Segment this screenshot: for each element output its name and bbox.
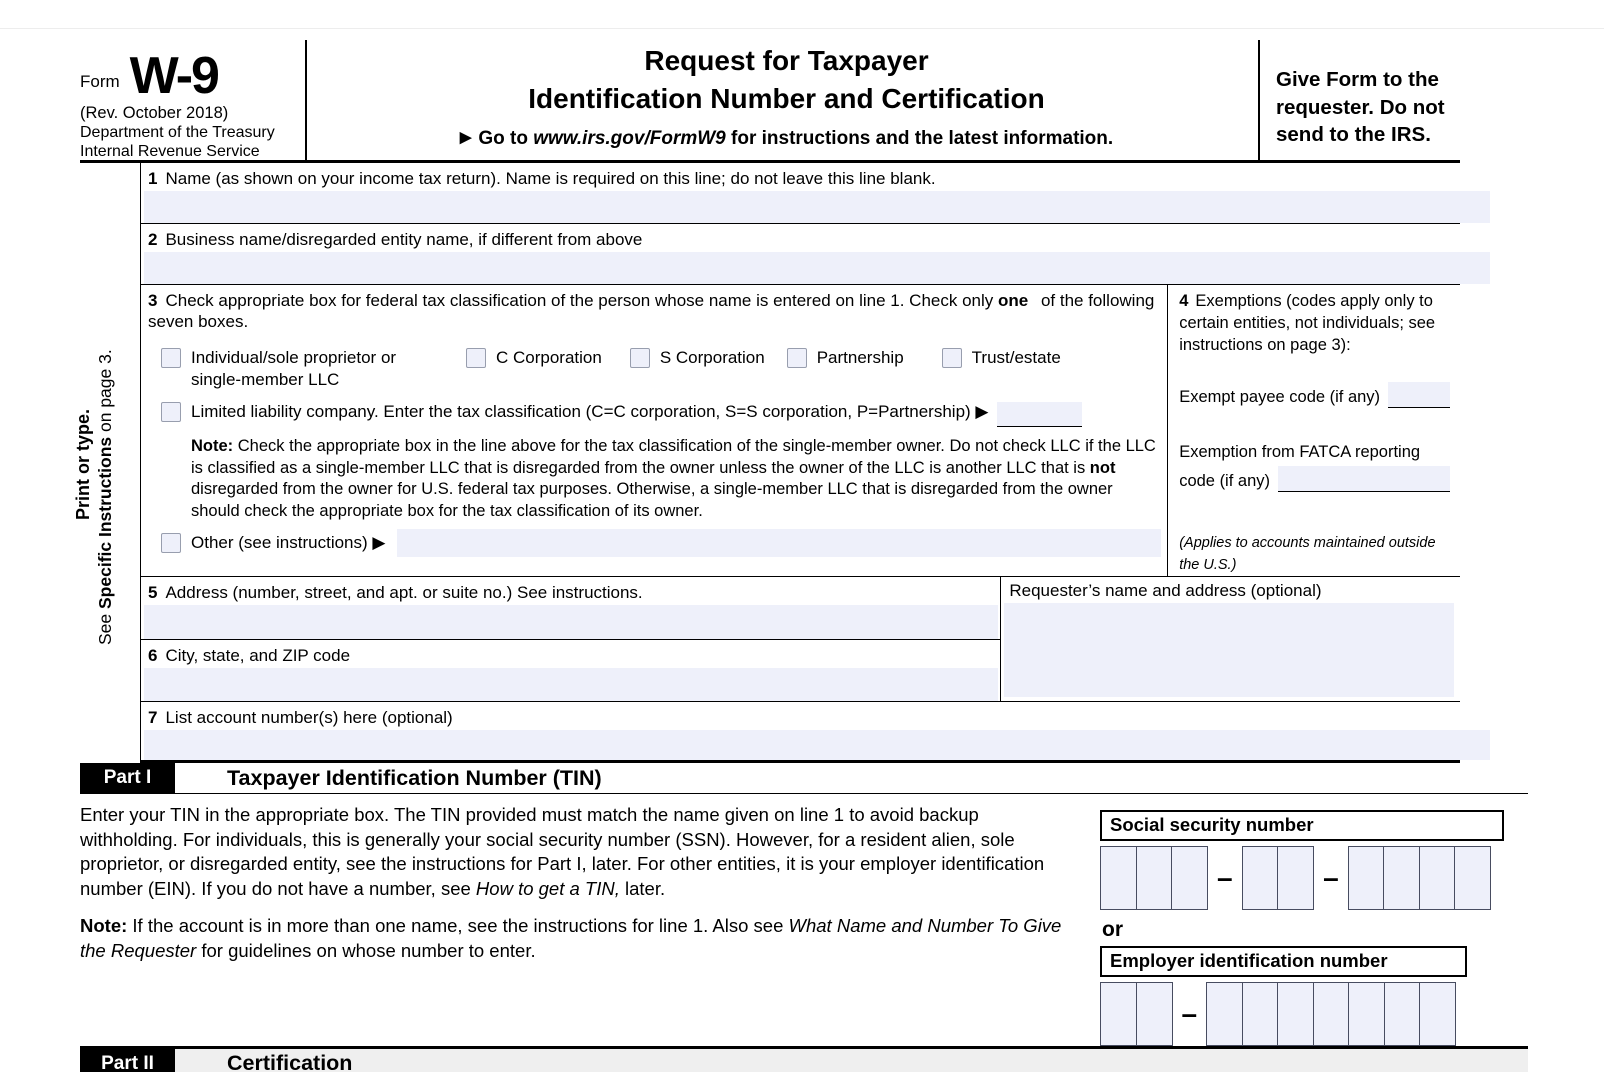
- ein-digit-cell[interactable]: [1348, 982, 1385, 1046]
- ssn-digit-cell[interactable]: [1136, 846, 1173, 910]
- classification-label: 3 Check appropriate box for federal tax classification of the person whose name is entered on line 1. Check only one of the following seven boxes.: [148, 291, 1155, 331]
- exemptions-column: [1167, 285, 1460, 576]
- requester-column: [1000, 577, 1460, 701]
- line7-number: 7: [148, 708, 158, 727]
- part2-bar: [80, 1046, 1528, 1072]
- ein-cells-row: [1100, 982, 1504, 1046]
- ssn-title-box: Social security number: [1100, 810, 1504, 841]
- agency-line: Internal Revenue Service: [80, 143, 260, 160]
- field-row-business-name: [141, 224, 1460, 285]
- classification-checkbox-row: [141, 347, 1167, 391]
- goto-suffix: for instructions and the latest information.: [725, 128, 1114, 149]
- fatca-code-row: [1179, 466, 1450, 492]
- specific-instructions-label: [94, 349, 116, 645]
- header-divider-left: [305, 40, 307, 160]
- partnership-checkbox[interactable]: [787, 348, 807, 368]
- address-column: [141, 577, 1000, 701]
- address-input[interactable]: [144, 605, 998, 639]
- individual-checkbox[interactable]: [161, 348, 181, 368]
- c-corporation-checkbox[interactable]: [466, 348, 486, 368]
- field-row-account-numbers: [141, 702, 1460, 763]
- fields-area: [140, 163, 1460, 763]
- print-or-type-label: Print or type.: [73, 408, 93, 520]
- part1-tag: Part I: [80, 763, 175, 793]
- part1-bar: [80, 763, 1528, 794]
- ssn-cell-group: [1100, 846, 1208, 910]
- checkbox-item-individual: [161, 347, 433, 391]
- ssn-digit-cell[interactable]: [1348, 846, 1385, 910]
- department-line: Department of the Treasury: [80, 124, 275, 141]
- llc-note: Note: Check the appropriate box in the line above for the tax classification of the single-member owner. Do not check LLC if the LLC is classified as a single-member LLC that is disregarded from the owner unless the owner of the LLC is another LLC that is not disregarded from the owner for U.S. federal tax purposes. Otherwise, a single-member LLC that is disregarded from the owner should check the appropriate box for the tax classification of its owner.: [191, 437, 1156, 520]
- line6-number: 6: [148, 646, 158, 665]
- business-name-label: 2 Business name/disregarded entity name, if different from above: [148, 230, 643, 249]
- field-row-name: [141, 163, 1460, 224]
- address-label: 5 Address (number, street, and apt. or suite no.) See instructions.: [148, 583, 643, 602]
- tin-dash: –: [1181, 998, 1198, 1029]
- llc-row: [141, 402, 1167, 427]
- trust-estate-checkbox-label: Trust/estate: [971, 348, 1061, 367]
- line1-number: 1: [148, 169, 158, 188]
- ssn-digit-cell[interactable]: [1277, 846, 1314, 910]
- ein-title-box: Employer identification number: [1100, 946, 1467, 977]
- w9-form: [73, 30, 1528, 1072]
- ein-digit-cell[interactable]: [1277, 982, 1314, 1046]
- side-instructions-strip: [73, 163, 140, 763]
- checkbox-item-partnership: [787, 347, 904, 369]
- account-numbers-input[interactable]: [144, 730, 1490, 760]
- part1-title: Taxpayer Identification Number (TIN): [227, 765, 602, 790]
- trust-estate-checkbox[interactable]: [942, 348, 962, 368]
- give-form-notice: Give Form to the requester. Do not send to the IRS.: [1276, 68, 1445, 146]
- requester-label: Requester’s name and address (optional): [1009, 581, 1322, 600]
- form-number-label: W-9: [129, 47, 218, 105]
- tin-dash: –: [1323, 862, 1339, 893]
- business-name-input[interactable]: [144, 252, 1490, 284]
- ein-digit-cell[interactable]: [1419, 982, 1456, 1046]
- tin-dash: –: [1217, 862, 1233, 893]
- account-numbers-label: 7 List account number(s) here (optional): [148, 708, 453, 727]
- part2-title: Certification: [227, 1051, 353, 1072]
- tin-instructions-paragraph: Enter your TIN in the appropriate box. The TIN provided must match the name given on line 1 to avoid backup withholding. For individuals, this is generally your social security number (SSN). However, for a resident alien, sole proprietor, or disregarded entity, see the instructions for Part I, later. For other entities, it is your employer identification number (EIN). If you do not have a number, see How to get a TIN, later.: [80, 804, 1045, 899]
- fatca-label-line1: Exemption from FATCA reporting: [1179, 443, 1421, 461]
- line4-number: 4: [1179, 292, 1189, 310]
- checkbox-item-c-corporation: [466, 347, 602, 369]
- right-arrow-icon: ▶: [459, 129, 472, 146]
- form-title-block: [315, 30, 1258, 160]
- header-divider-right: [1258, 40, 1260, 160]
- exemptions-label: 4 Exemptions (codes apply only to certain entities, not individuals; see instructions on page 3):: [1179, 292, 1436, 354]
- side-text-bold: Specific Instructions: [95, 436, 115, 609]
- form-body: [73, 163, 1460, 763]
- ein-digit-cell[interactable]: [1242, 982, 1279, 1046]
- name-input[interactable]: [144, 191, 1490, 223]
- classification-section: [141, 285, 1460, 577]
- goto-url: www.irs.gov/FormW9: [533, 128, 726, 149]
- ein-digit-cell[interactable]: [1313, 982, 1350, 1046]
- form-header: [80, 30, 1460, 163]
- checkbox-item-s-corporation: [630, 347, 765, 369]
- part1-body: [80, 794, 1528, 1046]
- address-section: [141, 577, 1460, 702]
- ein-digit-cell[interactable]: [1384, 982, 1421, 1046]
- tin-entry-area: [1100, 794, 1504, 1046]
- requester-input[interactable]: [1004, 603, 1454, 697]
- city-input[interactable]: [144, 668, 998, 701]
- ssn-digit-cell[interactable]: [1419, 846, 1456, 910]
- or-label: or: [1102, 918, 1123, 941]
- side-text-pre: See: [95, 609, 115, 645]
- tax-classification-column: [141, 285, 1167, 576]
- individual-checkbox-label: Individual/sole proprietor or single-member LLC: [191, 348, 397, 389]
- ssn-digit-cell[interactable]: [1454, 846, 1491, 910]
- llc-classification-input[interactable]: [997, 402, 1082, 427]
- ein-digit-cell[interactable]: [1206, 982, 1243, 1046]
- other-checkbox[interactable]: [161, 533, 181, 553]
- c-corporation-checkbox-label: C Corporation: [496, 348, 602, 367]
- exempt-payee-code-input[interactable]: [1388, 382, 1450, 408]
- ssn-cells-row: [1100, 846, 1504, 910]
- part2-tag: Part II: [80, 1049, 175, 1072]
- exempt-payee-row: [1179, 382, 1450, 408]
- ssn-cell-group: [1348, 846, 1492, 910]
- name-label: 1 Name (as shown on your income tax return). Name is required on this line; do not leave this line blank.: [148, 169, 936, 188]
- goto-prefix: Go to: [478, 128, 534, 149]
- line5-number: 5: [148, 583, 158, 602]
- checkbox-item-trust-estate: [942, 347, 1061, 369]
- form-identity-block: [80, 30, 315, 160]
- fatca-label-line2: code (if any): [1179, 472, 1270, 490]
- fatca-code-input[interactable]: [1278, 466, 1450, 492]
- field-row-address: [141, 577, 1000, 640]
- ssn-digit-cell[interactable]: [1242, 846, 1279, 910]
- form-number-row: [80, 47, 315, 105]
- ssn-digit-cell[interactable]: [1100, 846, 1137, 910]
- ein-cell-group: [1206, 982, 1456, 1046]
- form-revision: (Rev. October 2018): [80, 104, 229, 122]
- ssn-cell-group: [1242, 846, 1315, 910]
- applies-note: (Applies to accounts maintained outside the U.S.): [1179, 535, 1436, 573]
- goto-instructions-line: [315, 128, 1258, 150]
- form-title-line2: Identification Number and Certification: [528, 83, 1045, 114]
- exempt-payee-label: Exempt payee code (if any): [1179, 388, 1381, 406]
- other-input[interactable]: [397, 529, 1161, 557]
- other-label: Other (see instructions) ▶: [191, 533, 386, 552]
- line3-number: 3: [148, 291, 158, 310]
- s-corporation-checkbox[interactable]: [630, 348, 650, 368]
- ein-cell-group: [1100, 982, 1173, 1046]
- city-label: 6 City, state, and ZIP code: [148, 646, 351, 665]
- form-title-line1: Request for Taxpayer: [644, 45, 929, 76]
- ein-digit-cell[interactable]: [1100, 982, 1137, 1046]
- ssn-digit-cell[interactable]: [1383, 846, 1420, 910]
- tin-note-paragraph: Note: If the account is in more than one name, see the instructions for line 1. Also see What Name and Number To Give the Requester for guidelines on whose number to enter.: [80, 915, 1062, 961]
- llc-label: Limited liability company. Enter the tax classification (C=C corporation, S=S corporation, P=Partnership) ▶: [191, 402, 989, 421]
- part1-instructions: [80, 794, 1075, 1046]
- ein-digit-cell[interactable]: [1136, 982, 1173, 1046]
- other-row: [141, 529, 1167, 557]
- ssn-digit-cell[interactable]: [1171, 846, 1208, 910]
- s-corporation-checkbox-label: S Corporation: [659, 348, 765, 367]
- partnership-checkbox-label: Partnership: [816, 348, 904, 367]
- side-text-post: on page 3.: [95, 349, 115, 437]
- field-row-city: [141, 640, 1000, 701]
- line2-number: 2: [148, 230, 158, 249]
- llc-checkbox[interactable]: [161, 402, 181, 422]
- form-word-label: Form: [80, 72, 120, 91]
